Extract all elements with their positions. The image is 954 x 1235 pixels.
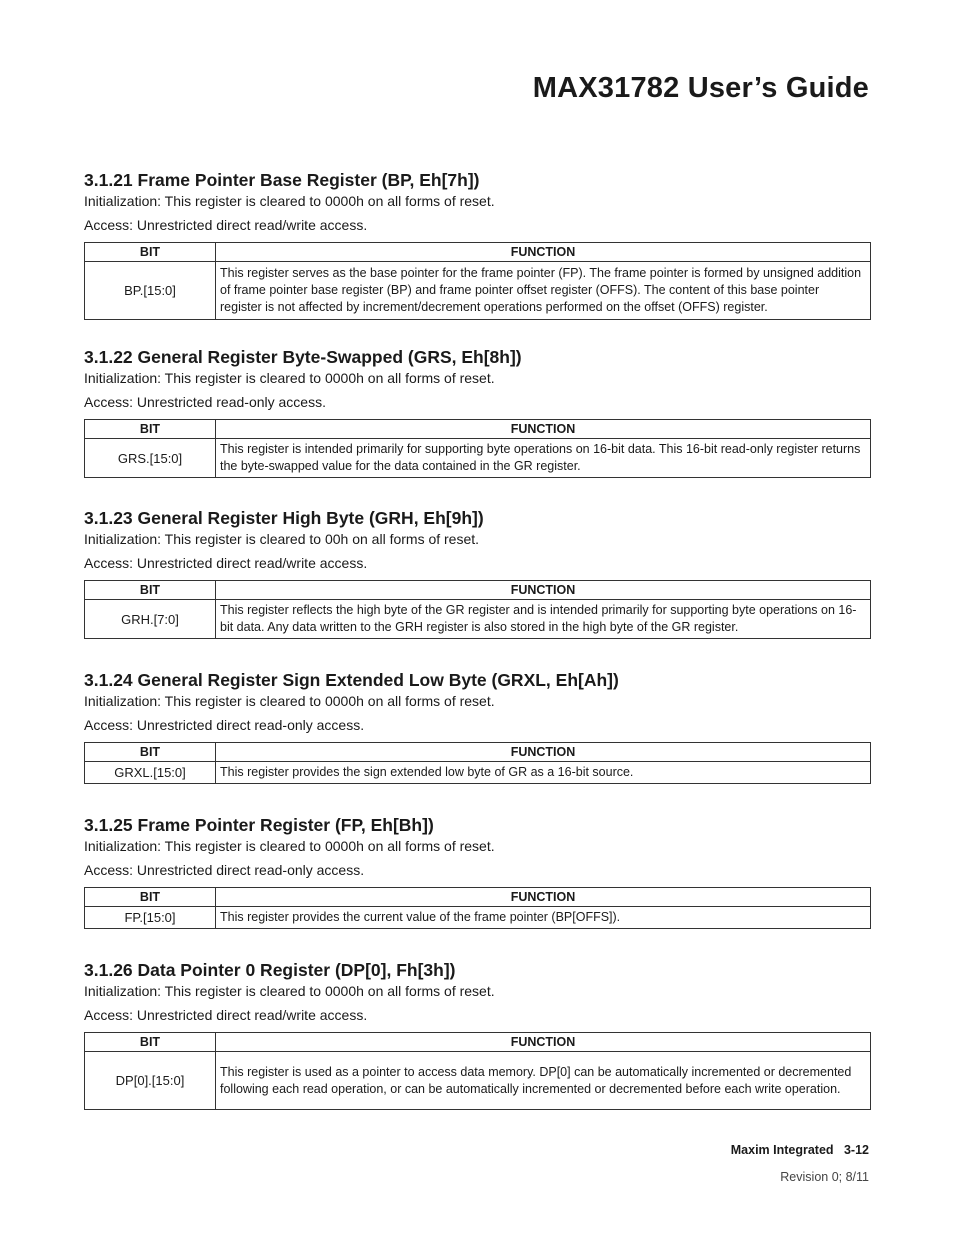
register-table (84, 1032, 871, 1110)
bit-cell: GRXL.[15:0] (85, 762, 216, 784)
section-heading: 3.1.25 Frame Pointer Register (FP, Eh[Bh]) (84, 815, 434, 835)
initialization-text: Initialization: This register is cleared to 0000h on all forms of reset. (84, 693, 495, 709)
section-grs-register (84, 346, 871, 478)
function-column-header: FUNCTION (216, 743, 871, 762)
bit-cell: GRS.[15:0] (85, 439, 216, 478)
function-column-header: FUNCTION (216, 581, 871, 600)
function-cell: This register serves as the base pointer for the frame pointer (FP). The frame pointer is formed by unsigned addition of frame pointer base register (BP) and frame pointer offset register (OFFS). The content of this base pointer register is not affected by increment/decrement operations performed on the offset (OFFS) register. (216, 262, 871, 320)
register-table (84, 242, 871, 320)
bit-cell: DP[0].[15:0] (85, 1052, 216, 1110)
section-grh-register (84, 507, 871, 639)
section-dp0-register (84, 959, 871, 1110)
register-table (84, 580, 871, 639)
bit-column-header: BIT (85, 420, 216, 439)
table-header-row (85, 581, 871, 600)
section-heading: 3.1.24 General Register Sign Extended Low Byte (GRXL, Eh[Ah]) (84, 670, 619, 690)
bit-column-header: BIT (85, 1033, 216, 1052)
footer-brand-page: Maxim Integrated 3-12 (730, 1143, 869, 1157)
section-heading: 3.1.22 General Register Byte-Swapped (GRS, Eh[8h]) (84, 347, 522, 367)
table-row (85, 262, 871, 320)
footer-revision: Revision 0; 8/11 (780, 1170, 869, 1184)
bit-column-header: BIT (85, 243, 216, 262)
table-row (85, 439, 871, 478)
table-header-row (85, 420, 871, 439)
bit-column-header: BIT (85, 888, 216, 907)
initialization-text: Initialization: This register is cleared to 0000h on all forms of reset. (84, 370, 495, 386)
access-text: Access: Unrestricted read-only access. (84, 394, 326, 410)
section-heading: 3.1.23 General Register High Byte (GRH, Eh[9h]) (84, 508, 484, 528)
function-column-header: FUNCTION (216, 1033, 871, 1052)
section-grxl-register (84, 669, 871, 784)
bit-column-header: BIT (85, 581, 216, 600)
register-table (84, 419, 871, 478)
table-header-row (85, 1033, 871, 1052)
table-row (85, 1052, 871, 1110)
table-header-row (85, 888, 871, 907)
initialization-text: Initialization: This register is cleared to 00h on all forms of reset. (84, 531, 480, 547)
bit-cell: GRH.[7:0] (85, 600, 216, 639)
document-title: MAX31782 User’s Guide (532, 72, 869, 104)
function-cell: This register is used as a pointer to access data memory. DP[0] can be automatically incremented or decremented following each read operation, or can be automatically incremented or decremented before each write operation. (216, 1052, 871, 1110)
function-column-header: FUNCTION (216, 243, 871, 262)
function-cell: This register provides the current value of the frame pointer (BP[OFFS]). (216, 907, 871, 929)
bit-cell: BP.[15:0] (85, 262, 216, 320)
bit-cell: FP.[15:0] (85, 907, 216, 929)
bit-column-header: BIT (85, 743, 216, 762)
section-heading: 3.1.21 Frame Pointer Base Register (BP, Eh[7h]) (84, 170, 480, 190)
section-fp-register (84, 814, 871, 929)
section-bp-register (84, 169, 871, 320)
function-cell: This register is intended primarily for supporting byte operations on 16-bit data. This 16-bit read-only register returns the byte-swapped value for the data contained in the GR register. (216, 439, 871, 478)
table-row (85, 600, 871, 639)
access-text: Access: Unrestricted direct read/write access. (84, 555, 368, 571)
table-row (85, 762, 871, 784)
register-table (84, 742, 871, 784)
register-table (84, 887, 871, 929)
access-text: Access: Unrestricted direct read-only access. (84, 717, 365, 733)
function-cell: This register provides the sign extended low byte of GR as a 16-bit source. (216, 762, 871, 784)
access-text: Access: Unrestricted direct read/write access. (84, 217, 368, 233)
function-column-header: FUNCTION (216, 888, 871, 907)
table-header-row (85, 743, 871, 762)
initialization-text: Initialization: This register is cleared to 0000h on all forms of reset. (84, 193, 495, 209)
table-row (85, 907, 871, 929)
function-cell: This register reflects the high byte of the GR register and is intended primarily for supporting byte operations on 16-bit data. Any data written to the GRH register is also stored in the high byte of the GR register. (216, 600, 871, 639)
access-text: Access: Unrestricted direct read/write access. (84, 1007, 368, 1023)
initialization-text: Initialization: This register is cleared to 0000h on all forms of reset. (84, 983, 495, 999)
function-column-header: FUNCTION (216, 420, 871, 439)
table-header-row (85, 243, 871, 262)
initialization-text: Initialization: This register is cleared to 0000h on all forms of reset. (84, 838, 495, 854)
access-text: Access: Unrestricted direct read-only access. (84, 862, 365, 878)
section-heading: 3.1.26 Data Pointer 0 Register (DP[0], Fh[3h]) (84, 960, 456, 980)
